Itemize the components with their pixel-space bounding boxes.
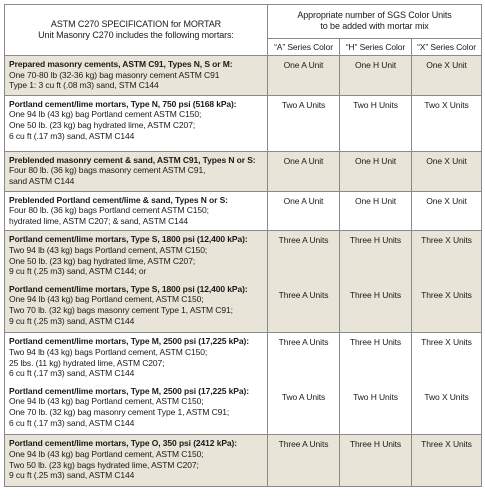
spec-header-title: ASTM C270 SPECIFICATION for MORTAR	[50, 19, 222, 29]
spec-header-cell	[5, 5, 268, 56]
mortar-description-cell	[5, 191, 268, 231]
color-unit-count: Three H Units	[349, 439, 402, 450]
color-unit-count: One H Unit	[354, 60, 397, 70]
series-a-header: “A” Series Color	[268, 38, 340, 55]
color-unit-count: One A Unit	[283, 195, 324, 206]
block-spacer	[9, 379, 263, 386]
mortar-ingredient-line: sand ASTM C144	[9, 175, 75, 186]
mortar-type-title: Portland cement/lime mortars, Type M, 2500 psi (17,225 kPa):	[9, 385, 249, 396]
series-h-header: “H” Series Color	[340, 38, 412, 55]
mortar-ingredient-line: Four 80 lb. (36 kg) bags masonry cement ASTM C91,	[9, 165, 206, 176]
series-h-units-cell	[340, 151, 412, 191]
spec-header-subtitle: Unit Masonry C270 includes the following mortars:	[38, 30, 234, 40]
mortar-row	[5, 231, 482, 333]
mortar-ingredient-line: 6 cu ft (.17 m3) sand, ASTM C144	[9, 417, 135, 428]
color-unit-count: One X Unit	[426, 155, 467, 166]
mortar-type-title: Portland cement/lime mortars, Type O, 350 psi (2412 kPa):	[9, 438, 237, 449]
mortar-description-cell	[5, 231, 268, 333]
series-h-units-cell	[340, 231, 412, 333]
mortar-ingredient-line: 25 lbs. (11 kg) hydrated lime, ASTM C207;	[9, 357, 165, 368]
series-x-units-cell	[412, 231, 482, 333]
mortar-description-cell	[5, 56, 268, 96]
series-x-header: “X” Series Color	[412, 38, 482, 55]
series-a-units-cell	[268, 435, 340, 487]
unit-spacer	[268, 348, 339, 392]
mortar-ingredient-line: Four 80 lb. (36 kg) bags Portland cement ASTM C150;	[9, 205, 209, 216]
color-unit-count: Two A Units	[281, 391, 326, 402]
series-h-units-cell	[340, 435, 412, 487]
mortar-description-cell	[5, 151, 268, 191]
series-a-units-cell	[268, 56, 340, 96]
unit-spacer	[268, 246, 339, 290]
mortar-ingredient-line: Two 50 lb. (23 kg) bags hydrated lime, ASTM C207;	[9, 459, 199, 470]
mortar-ingredient-line: One 50 lb. (23 kg) bag hydrated lime, ASTM C207;	[9, 255, 196, 266]
unit-spacer	[340, 246, 411, 290]
series-x-units-cell	[412, 333, 482, 435]
mortar-ingredient-line: hydrated lime, ASTM C207; & sand, ASTM C144	[9, 215, 189, 226]
series-x-units-cell	[412, 435, 482, 487]
color-unit-count: Three H Units	[349, 235, 402, 246]
mortar-type-title: Portland cement/lime mortars, Type S, 1800 psi (12,400 kPa):	[9, 283, 248, 294]
mortar-type-title: Portland cement/lime mortars, Type M, 2500 psi (17,225 kPa):	[9, 336, 249, 347]
color-unit-count: Three A Units	[278, 289, 329, 300]
color-unit-count: Three X Units	[421, 235, 472, 246]
spec-table-body	[5, 56, 482, 487]
mortar-description-cell	[5, 95, 268, 151]
mortar-row	[5, 435, 482, 487]
color-unit-count: Three H Units	[349, 337, 402, 348]
mortar-type-title: Preblended masonry cement & sand, ASTM C91, Types N or S:	[9, 154, 256, 165]
color-unit-count: Two H Units	[353, 391, 398, 402]
color-unit-count: Three X Units	[421, 439, 472, 450]
unit-spacer	[412, 246, 481, 290]
series-x-units-cell	[412, 151, 482, 191]
color-unit-count: Two A Units	[281, 99, 326, 110]
mortar-ingredient-line: One 94 lb (43 kg) bag Portland cement ASTM C150;	[9, 109, 202, 120]
color-unit-count: Three X Units	[421, 337, 472, 348]
mortar-ingredient-line: Two 94 lb (43 kg) bags Portland cement, ASTM C150;	[9, 244, 208, 255]
unit-spacer	[340, 348, 411, 392]
color-unit-count: One A Unit	[283, 155, 324, 166]
mortar-ingredient-line: One 70-80 lb (32-36 kg) bag masonry cement ASTM C91	[9, 69, 220, 80]
mortar-description-cell	[5, 435, 268, 487]
mortar-ingredient-line: 9 cu ft (.25 m3) sand, ASTM C144; or	[9, 266, 147, 277]
mortar-type-title: Portland cement/lime mortars, Type S, 1800 psi (12,400 kPa):	[9, 234, 248, 245]
mortar-ingredient-line: One 94 lb (43 kg) bag Portland cement, ASTM C150;	[9, 294, 204, 305]
mortar-ingredient-line: Two 70 lb. (32 kg) bags masonry cement Type 1, ASTM C91;	[9, 304, 233, 315]
mortar-ingredient-line: Type 1: 3 cu ft (.08 m3) sand, STM C144	[9, 80, 159, 91]
mortar-row	[5, 151, 482, 191]
mortar-type-title: Portland cement/lime mortars, Type N, 750 psi (5168 kPa):	[9, 98, 237, 109]
mortar-ingredient-line: 9 cu ft (.25 m3) sand, ASTM C144	[9, 315, 135, 326]
series-a-units-cell	[268, 333, 340, 435]
series-a-units-cell	[268, 191, 340, 231]
block-spacer	[9, 277, 263, 284]
color-unit-count: Three A Units	[278, 439, 329, 450]
color-unit-count: Two H Units	[353, 99, 398, 110]
mortar-ingredient-line: One 70 lb. (32 kg) bag masonry cement Type 1, ASTM C91;	[9, 406, 230, 417]
series-x-units-cell	[412, 56, 482, 96]
mortar-ingredient-line: 9 cu ft (.25 m3) sand, ASTM C144	[9, 470, 135, 481]
mortar-ingredient-line: Two 94 lb (43 kg) bags Portland cement, ASTM C150;	[9, 346, 208, 357]
mortar-type-title: Prepared masonry cements, ASTM C91, Types N, S or M:	[9, 59, 233, 69]
color-unit-count: One X Unit	[426, 195, 467, 206]
mortar-ingredient-line: One 50 lb. (23 kg) bag hydrated lime, ASTM C207;	[9, 119, 196, 130]
mortar-row	[5, 56, 482, 96]
unit-spacer	[412, 348, 481, 392]
color-units-header-line2: to be added with mortar mix	[320, 21, 429, 32]
series-h-units-cell	[340, 56, 412, 96]
series-h-units-cell	[340, 191, 412, 231]
mortar-row	[5, 333, 482, 435]
series-x-units-cell	[412, 95, 482, 151]
color-unit-count: Two X Units	[424, 99, 469, 110]
series-a-units-cell	[268, 95, 340, 151]
series-a-units-cell	[268, 231, 340, 333]
mortar-row	[5, 191, 482, 231]
color-unit-count: Three X Units	[421, 289, 472, 300]
mortar-description-cell	[5, 333, 268, 435]
color-unit-count: One H Unit	[354, 195, 397, 206]
series-a-units-cell	[268, 151, 340, 191]
mortar-ingredient-line: One 94 lb (43 kg) bag Portland cement, ASTM C150;	[9, 448, 204, 459]
color-unit-count: Three A Units	[278, 337, 329, 348]
series-x-units-cell	[412, 191, 482, 231]
mortar-ingredient-line: 6 cu ft (.17 m3) sand, ASTM C144	[9, 130, 135, 141]
color-unit-count: Two X Units	[424, 391, 469, 402]
color-units-header-cell	[268, 5, 482, 39]
color-unit-count: Three H Units	[349, 289, 402, 300]
color-unit-count: One X Unit	[426, 60, 467, 70]
mortar-row	[5, 95, 482, 151]
color-unit-count: Three A Units	[278, 235, 329, 246]
color-unit-count: One A Unit	[283, 60, 324, 70]
mortar-type-title: Preblended Portland cement/lime & sand, Types N or S:	[9, 194, 228, 205]
series-h-units-cell	[340, 333, 412, 435]
color-units-header-line1: Appropriate number of SGS Color Units	[297, 10, 452, 21]
mortar-spec-table	[4, 4, 482, 487]
mortar-ingredient-line: 6 cu ft (.17 m3) sand, ASTM C144	[9, 368, 135, 379]
series-h-units-cell	[340, 95, 412, 151]
mortar-ingredient-line: One 94 lb (43 kg) bag Portland cement, ASTM C150;	[9, 396, 204, 407]
color-unit-count: One H Unit	[354, 155, 397, 166]
